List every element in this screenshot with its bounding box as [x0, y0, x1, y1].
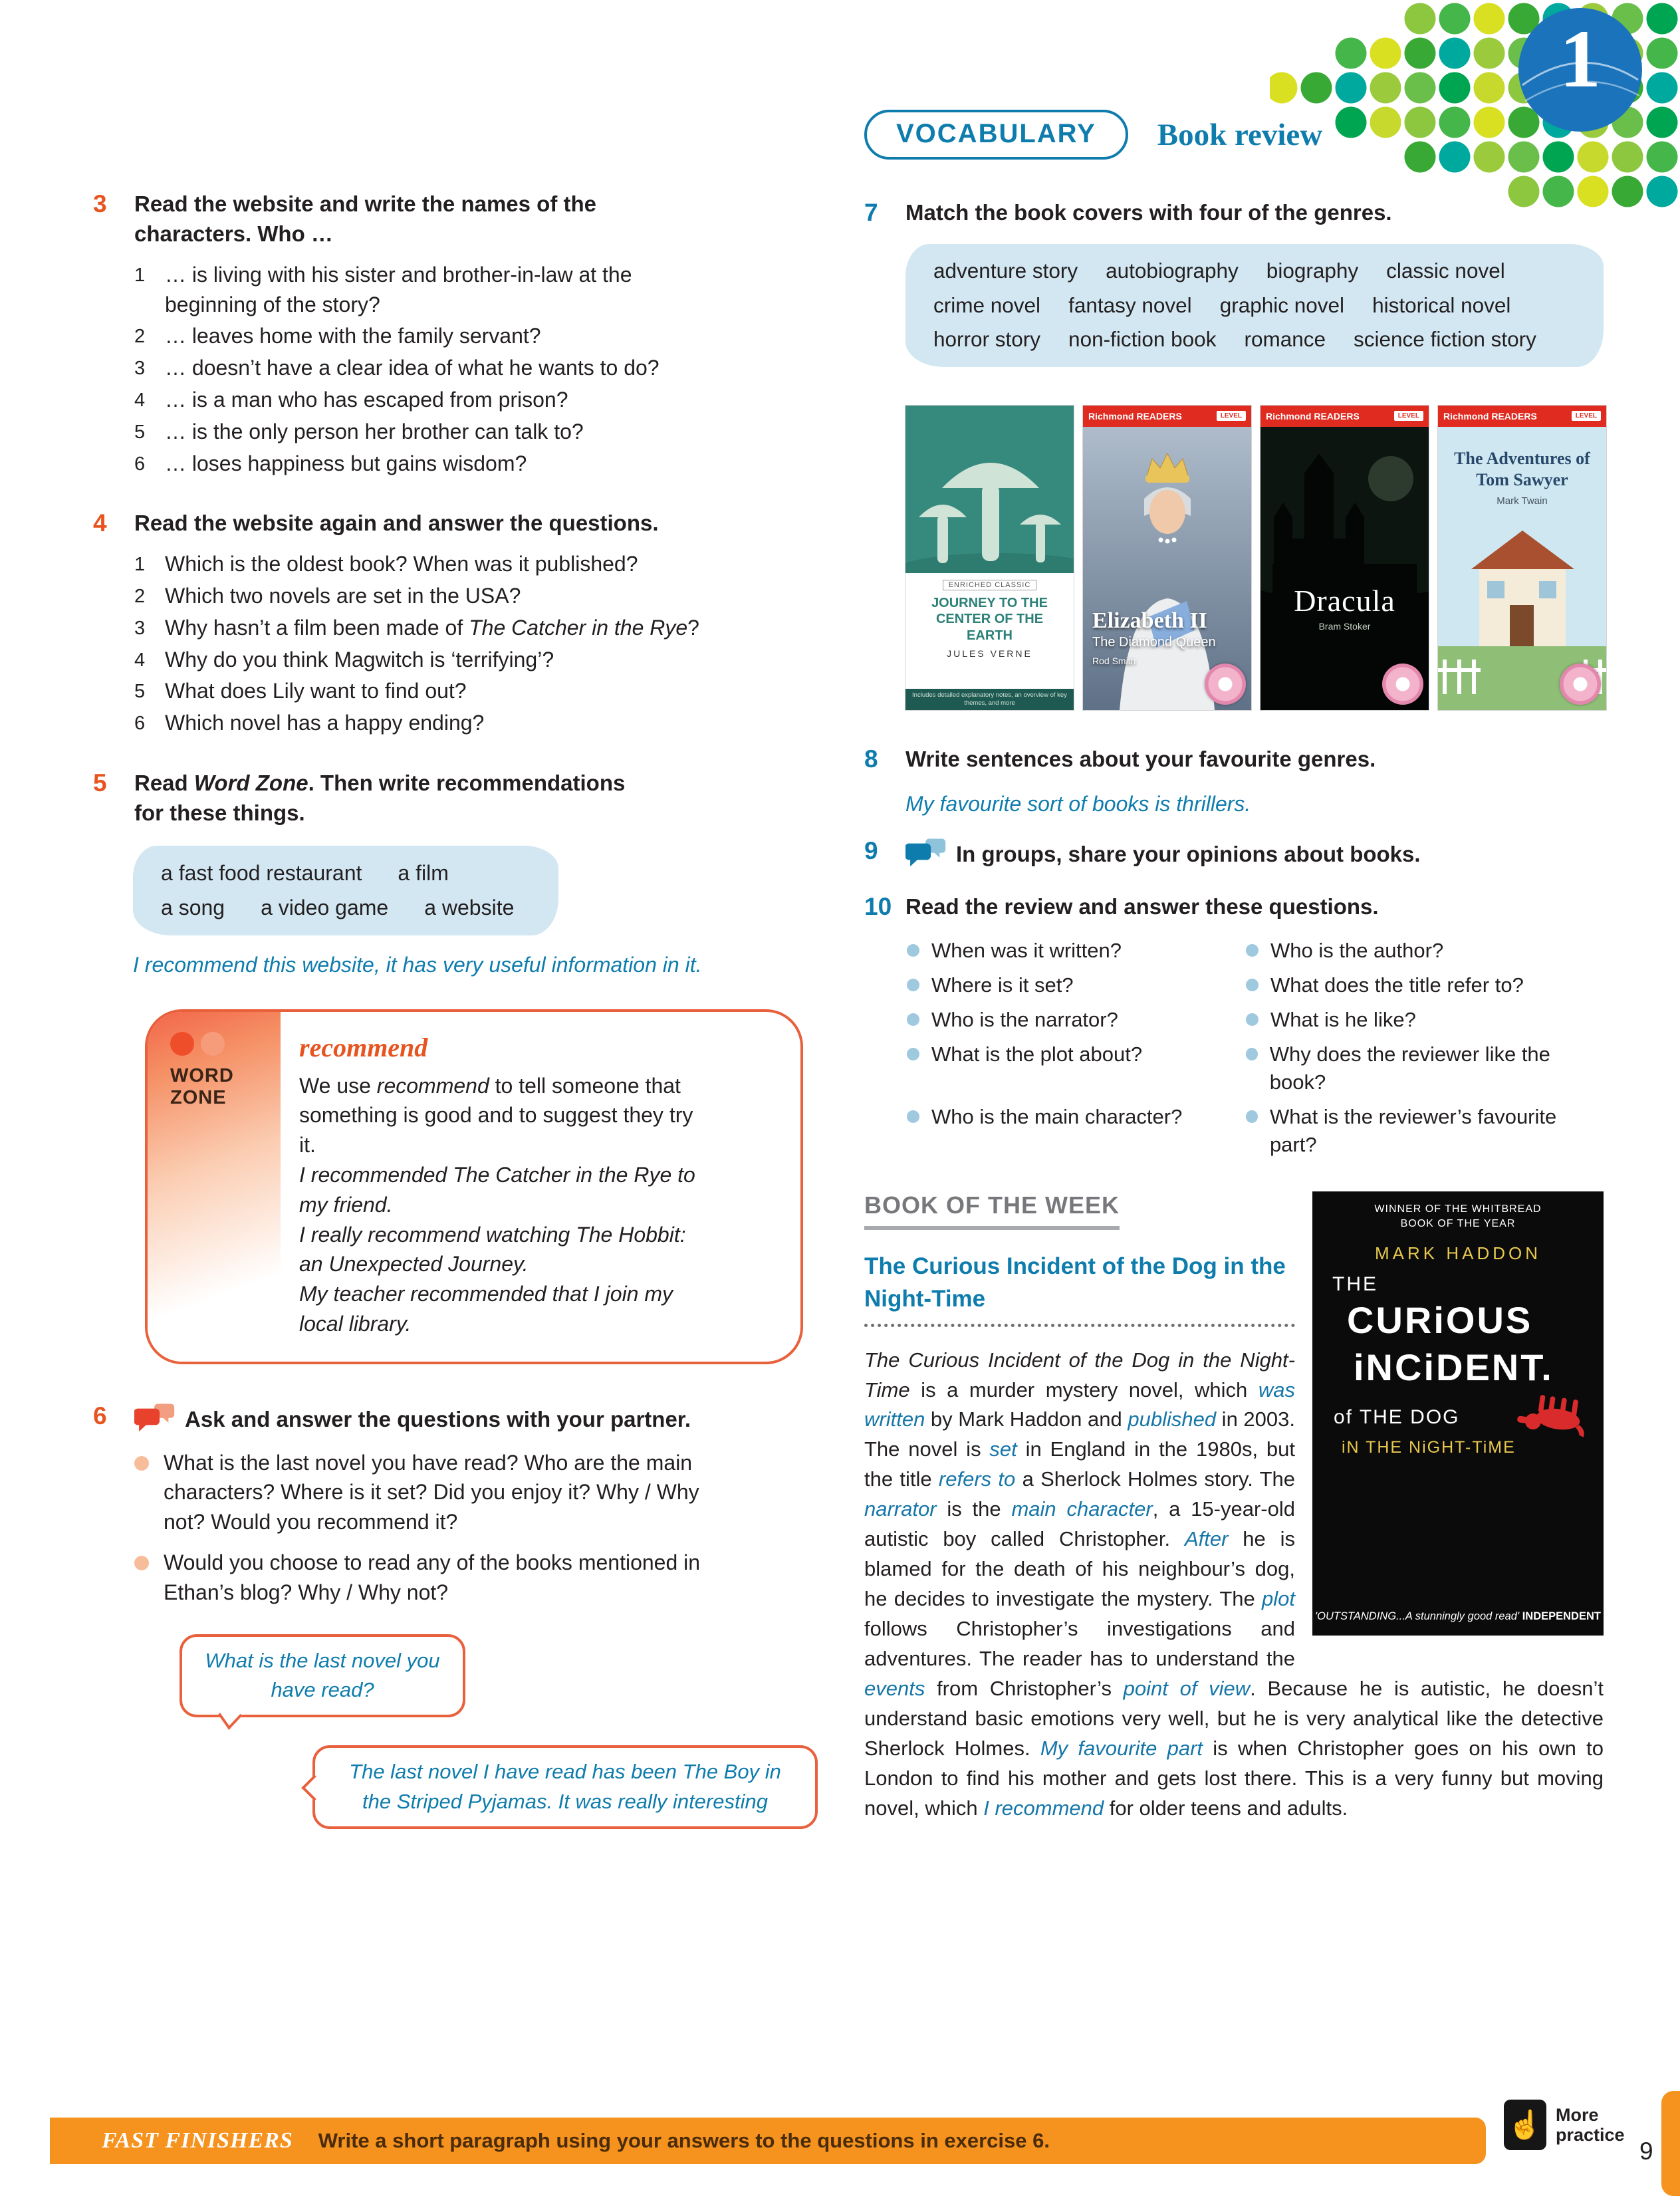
cover-text-panel — [905, 573, 1074, 668]
bullet-icon — [1246, 1110, 1258, 1123]
book-author: Rod Smith — [1092, 655, 1136, 666]
cover-title-line: iNCiDENT. — [1354, 1346, 1554, 1389]
genre-chip: historical novel — [1372, 293, 1511, 317]
book-cover-elizabeth-ii — [1083, 406, 1251, 710]
exercise-item — [134, 353, 713, 383]
genre-chip: adventure story — [933, 258, 1078, 283]
exercise-10 — [864, 892, 1604, 1160]
mushroom-illustration — [905, 406, 1074, 573]
genre-chip: horror story — [933, 327, 1041, 352]
speech-bubbles-icon — [134, 1402, 176, 1432]
publisher-band: Richmond READERS LEVEL — [1438, 406, 1606, 427]
book-covers — [905, 406, 1604, 710]
book-cover-dracula — [1260, 406, 1429, 710]
bullet-icon — [1246, 1013, 1259, 1026]
item-number: 4 — [134, 389, 146, 411]
genre-chip: science fiction story — [1354, 327, 1536, 352]
question-cell — [907, 1040, 1246, 1096]
word-chip: a song — [161, 896, 225, 920]
question-text: What is he like? — [1270, 1007, 1416, 1031]
exercise-number: 6 — [93, 1402, 107, 1429]
red-dog-illustration — [1514, 1388, 1594, 1453]
question-cell — [1246, 971, 1604, 999]
item-number: 3 — [134, 358, 146, 380]
word-zone-sidebar — [148, 1012, 281, 1362]
book-author: JULES VERNE — [947, 648, 1032, 660]
award-text: WINNER OF THE WHITBREAD BOOK OF THE YEAR — [1374, 1203, 1542, 1229]
question-text: Would you choose to read any of the books mentioned in Ethan’s blog? Why / Why not? — [164, 1550, 701, 1604]
level-tag: LEVEL — [1394, 411, 1423, 421]
book-cover-journey-to-the-center-of-the-earth — [905, 406, 1074, 710]
book-cover-tom-sawyer — [1438, 406, 1606, 710]
level-tag: LEVEL — [1217, 411, 1246, 421]
book-title: Dracula — [1294, 583, 1395, 618]
discussion-question — [134, 1548, 719, 1608]
bullet-icon — [1246, 944, 1259, 957]
word-zone-example: My teacher recommended that I join my local library. — [299, 1282, 673, 1336]
word-zone-body — [281, 1012, 746, 1362]
book-title: The Adventures of Tom Sawyer — [1454, 448, 1590, 489]
review-book-cover — [1312, 1191, 1604, 1636]
cover-title-line: THE — [1332, 1273, 1378, 1296]
exercise-3 — [93, 189, 801, 478]
item-number: 1 — [134, 554, 146, 576]
word-choice-box — [133, 846, 558, 935]
item-text: … leaves home with the family servant? — [165, 324, 541, 348]
item-number: 4 — [134, 649, 146, 671]
exercise-9 — [864, 836, 1604, 870]
question-cell — [907, 937, 1246, 965]
question-cell — [907, 971, 1246, 999]
genre-chip: autobiography — [1106, 258, 1239, 283]
item-text: What does Lily want to find out? — [165, 679, 467, 703]
question-text: What is the reviewer’s favourite part? — [1269, 1105, 1557, 1157]
item-text: Why do you think Magwitch is ‘terrifying’? — [165, 647, 554, 672]
vocabulary-badge: VOCABULARY — [864, 110, 1128, 160]
question-text: What is the last novel you have read? Who are the main characters? Where is it set? Did you enjoy it? Why / Why not? Would you recommend it? — [164, 1450, 699, 1534]
word-zone-word: recommend — [299, 1032, 428, 1062]
book-of-the-week — [864, 1191, 1604, 1824]
item-text: … is a man who has escaped from prison? — [165, 387, 568, 412]
word-zone-example: I really recommend watching The Hobbit: an Unexpected Journey. — [299, 1222, 686, 1277]
exercise-item — [134, 613, 713, 643]
fast-finishers-task: Write a short paragraph using your answers to the questions in exercise 6. — [318, 2129, 1050, 2152]
exercise-number: 7 — [864, 199, 878, 226]
question-cell — [1246, 937, 1604, 965]
item-number: 2 — [134, 326, 146, 348]
question-text: Who is the author? — [1270, 938, 1444, 962]
word-zone-label: WORD ZONE — [170, 1064, 234, 1108]
discussion-question — [134, 1448, 719, 1537]
exercise-number: 10 — [864, 892, 892, 920]
publisher-badge: ENRICHED CLASSIC — [943, 580, 1037, 590]
book-title: Elizabeth II — [1092, 608, 1207, 633]
student-speech-bubble-question: What is the last novel you have read? — [180, 1634, 465, 1718]
exercise-title: Read the website again and answer the questions. — [134, 511, 659, 536]
bullet-icon — [134, 1456, 149, 1471]
word-chip: a video game — [261, 896, 389, 920]
exercise-item — [134, 549, 713, 579]
fast-finishers-bar — [50, 2118, 1486, 2164]
word-zone-dots-icon — [170, 1032, 281, 1056]
unit-number: 1 — [1560, 13, 1601, 104]
exercise-7 — [864, 198, 1604, 710]
page-edge-tab — [1661, 2091, 1680, 2196]
genre-choice-box — [905, 244, 1604, 367]
model-sentence: My favourite sort of books is thrillers. — [905, 791, 1251, 816]
item-text: … is the only person her brother can talk to? — [165, 419, 584, 443]
more-practice-button[interactable] — [1504, 2100, 1633, 2150]
exercise-title: In groups, share your opinions about books. — [905, 836, 1604, 870]
model-sentence: I recommend this website, it has very useful information in it. — [133, 952, 702, 977]
word-chip: a website — [424, 896, 515, 920]
question-row — [907, 1040, 1604, 1096]
question-text: What does the title refer to? — [1270, 973, 1524, 997]
exercise-item-list — [134, 260, 713, 479]
item-number: 1 — [134, 264, 146, 286]
left-column — [93, 189, 801, 1860]
item-text: Why hasn’t a film been made of The Catcher in the Rye? — [165, 615, 699, 640]
genre-chip: fantasy novel — [1068, 293, 1192, 317]
item-text: Which is the oldest book? When was it published? — [165, 552, 638, 576]
exercise-title: Ask and answer the questions with your partner. — [134, 1402, 801, 1435]
exercise-item — [134, 676, 713, 706]
item-number: 3 — [134, 617, 146, 639]
cover-review-quote: 'OUTSTANDING...A stunningly good read' INDEPENDENT — [1315, 1610, 1601, 1622]
word-chip: a fast food restaurant — [161, 860, 362, 885]
exercise-4 — [93, 509, 801, 738]
question-text: What is the plot about? — [931, 1042, 1143, 1066]
publisher-band: Richmond READERS LEVEL — [1260, 406, 1429, 427]
exercise-6 — [93, 1402, 801, 1830]
cover-footnote: Includes detailed explanatory notes, an overview of key themes, and more — [905, 689, 1074, 710]
question-row — [907, 1006, 1604, 1034]
cover-author: MARK HADDON — [1374, 1243, 1541, 1264]
exercise-item — [134, 385, 713, 415]
genre-chip: crime novel — [933, 293, 1041, 317]
audio-cd-icon — [1560, 664, 1601, 705]
genre-chip: graphic novel — [1219, 293, 1345, 317]
bullet-icon — [1246, 1048, 1258, 1060]
bullet-icon — [134, 1556, 149, 1570]
item-text: … doesn’t have a clear idea of what he wants to do? — [165, 356, 660, 380]
cover-title-line: iN THE NiGHT-TiME — [1342, 1438, 1516, 1457]
genre-chip: classic novel — [1386, 258, 1505, 283]
word-chip: a film — [398, 860, 449, 885]
cover-title-block — [1092, 608, 1216, 666]
item-text: Which novel has a happy ending? — [165, 711, 485, 735]
page-number: 9 — [1639, 2137, 1653, 2165]
question-cell — [907, 1006, 1246, 1034]
section-topic: Book review — [1157, 117, 1323, 152]
exercise-item — [134, 417, 713, 447]
word-zone-box — [145, 1009, 803, 1364]
question-cell — [1246, 1006, 1604, 1034]
item-number: 2 — [134, 586, 146, 607]
hand-pointer-icon: ☝ — [1504, 2100, 1546, 2150]
cover-title-block — [1438, 448, 1606, 507]
question-text: Why does the reviewer like the book? — [1269, 1042, 1550, 1094]
publisher-band: Richmond READERS LEVEL — [1083, 406, 1251, 427]
exercise-number: 8 — [864, 745, 878, 773]
exercise-title: Read the review and answer these questions. — [905, 894, 1379, 919]
item-number: 5 — [134, 681, 146, 703]
question-row — [907, 937, 1604, 965]
bullet-icon — [907, 1110, 919, 1123]
bullet-icon — [907, 944, 919, 957]
exercise-title: Write sentences about your favourite genres. — [905, 746, 1376, 771]
exercise-item — [134, 645, 713, 675]
level-tag: LEVEL — [1572, 411, 1601, 421]
student-speech-bubble-answer: The last novel I have read has been The Boy in the Striped Pyjamas. It was really interesting — [312, 1745, 818, 1829]
exercise-5 — [93, 769, 801, 977]
exercise-item — [134, 321, 713, 351]
review-questions — [907, 937, 1604, 1160]
bullet-icon — [907, 1013, 919, 1026]
book-of-the-week-heading: BOOK OF THE WEEK — [864, 1191, 1120, 1230]
question-text: Who is the main character? — [931, 1105, 1183, 1129]
discussion-questions — [134, 1448, 801, 1608]
exercise-item — [134, 260, 713, 320]
audio-cd-icon — [1205, 664, 1246, 705]
word-zone-explanation: We use recommend to tell someone that something is good and to suggest they try it. — [299, 1073, 693, 1158]
exercise-number: 4 — [93, 509, 107, 537]
right-column — [864, 110, 1604, 1824]
item-text: … is living with his sister and brother-in-law at the beginning of the story? — [165, 262, 632, 316]
item-text: … loses happiness but gains wisdom? — [165, 451, 527, 475]
speech-bubbles-icon — [905, 836, 947, 867]
book-subtitle: The Diamond Queen — [1092, 634, 1216, 650]
cover-title-line: CURiOUS — [1347, 1299, 1533, 1342]
exercise-item-list — [134, 549, 713, 738]
cover-title-line: of THE DOG — [1334, 1406, 1460, 1429]
bullet-icon — [1246, 979, 1259, 991]
exercise-number: 3 — [93, 190, 107, 217]
question-row — [907, 971, 1604, 999]
question-text: When was it written? — [931, 938, 1122, 962]
exercise-number: 9 — [864, 836, 878, 864]
question-cell — [1246, 1103, 1604, 1159]
question-text: Who is the narrator? — [931, 1007, 1118, 1031]
exercise-8 — [864, 745, 1604, 816]
item-number: 5 — [134, 421, 146, 443]
exercise-item — [134, 449, 713, 479]
exercise-number: 5 — [93, 769, 107, 796]
reviewed-book-title: The Curious Incident of the Dog in the Night-Time — [864, 1253, 1286, 1312]
book-author: Bram Stoker — [1318, 620, 1371, 632]
item-number: 6 — [134, 713, 146, 735]
exercise-title: Read the website and write the names of the characters. Who … — [134, 191, 596, 246]
bullet-icon — [907, 1048, 919, 1060]
exercise-item — [134, 708, 713, 738]
genre-chip: non-fiction book — [1068, 327, 1217, 352]
book-title: JOURNEY TO THE CENTER OF THE EARTH — [931, 595, 1048, 643]
book-review-paragraph: The Curious Incident of the Dog in the Night-Time is a murder mystery novel, which was written by Mark Haddon and published in 2003. The novel is set in England in the 1980s, but the title refers to a Sherlock Holmes story. The narrator is the main character, a 15-year-old autistic boy called Christopher. After he is blamed for the death of his neighbour’s dog, he decides to investigate the mystery. The plot follows Christopher’s investigations and adventures. The reader has to understand the events from Christopher’s point of view. Because he is autistic, he doesn’t understand basic emotions very well, but he is very analytical like the detective Sherlock Holmes. My favourite part is when Christopher goes on his own to London to find his mother and gets lost there. This is a very funny but moving novel, which I recommend for older teens and adults. — [864, 1348, 1604, 1820]
genre-chip: romance — [1244, 327, 1326, 352]
item-number: 6 — [134, 453, 146, 475]
exercise-item — [134, 581, 713, 611]
question-cell — [907, 1103, 1246, 1159]
exercise-title: Match the book covers with four of the genres. — [905, 200, 1392, 225]
word-zone-examples — [299, 1160, 705, 1339]
word-zone-example: I recommended The Catcher in the Rye to my friend. — [299, 1162, 695, 1217]
genre-chip: biography — [1266, 258, 1359, 283]
bullet-icon — [907, 979, 919, 991]
question-cell — [1246, 1040, 1604, 1096]
book-author: Mark Twain — [1497, 495, 1548, 507]
audio-cd-icon — [1382, 664, 1423, 705]
question-text: Where is it set? — [931, 973, 1074, 997]
more-practice-label: More practice — [1556, 2104, 1625, 2145]
cover-title-block — [1260, 583, 1429, 632]
exercise-title: Read Word Zone. Then write recommendations for these things. — [134, 770, 626, 825]
question-row — [907, 1103, 1604, 1159]
dotted-divider — [864, 1315, 1295, 1327]
item-text: Which two novels are set in the USA? — [165, 584, 521, 608]
section-header — [864, 110, 1604, 160]
fast-finishers-label: FAST FINISHERS — [102, 2128, 293, 2153]
